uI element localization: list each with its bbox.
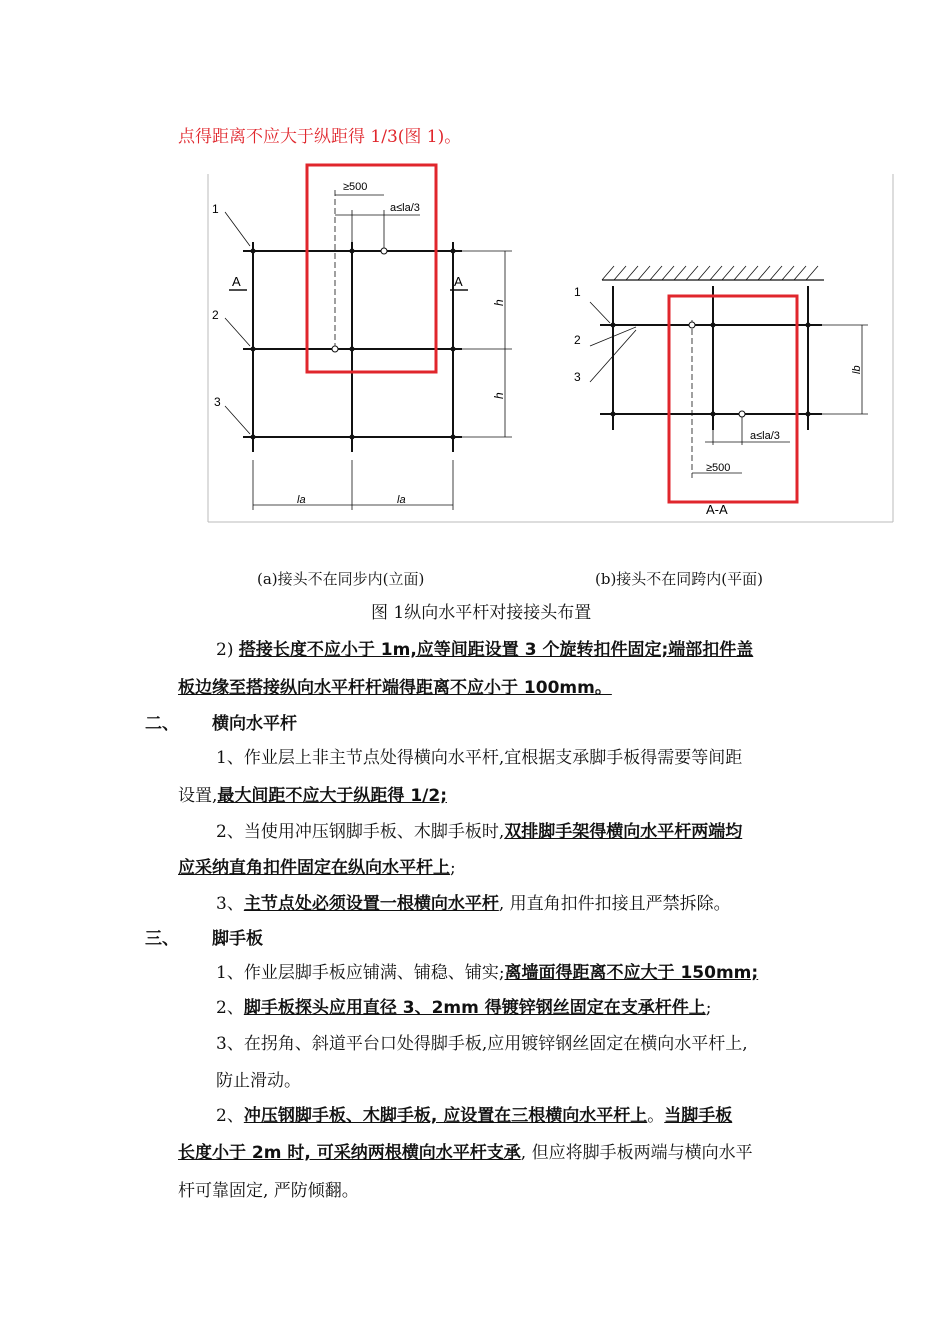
section3-item1-text: 1、作业层脚手板应铺满、铺稳、铺实; — [216, 963, 505, 983]
para2-bold1: 搭接长度不应小于 1m,应等间距设置 3 个旋转扣件固定;端部扣件盖 — [238, 640, 754, 660]
plan-diagram — [590, 286, 868, 478]
elevation-dim-500: ≥500 — [343, 181, 368, 193]
elevation-label-1: 1 — [212, 202, 219, 216]
section3-item4 — [216, 1105, 732, 1127]
para2-line1 — [216, 639, 753, 661]
section2-item3-num: 3、 — [216, 894, 244, 914]
section2-title: 横向水平杆 — [212, 714, 297, 734]
section2-num: 二、 — [145, 714, 179, 734]
section2-item2-text: 2、当使用冲压钢脚手板、木脚手板时, — [216, 822, 505, 842]
section2-item2-end: ; — [450, 858, 456, 878]
section2-item2-cont — [178, 857, 456, 879]
elevation-h-bottom: h — [492, 392, 506, 399]
section2-item1-cont — [178, 785, 447, 807]
section3-item2-bold: 脚手板探头应用直径 3、2mm 得镀锌钢丝固定在支承杆件上 — [243, 998, 706, 1018]
plan-lb: lb — [851, 365, 863, 374]
intro-line: 点得距离不应大于纵距得 1/3(图 1)。 — [178, 127, 462, 147]
plan-wall-hatch — [602, 266, 824, 280]
plan-highlight-box — [669, 296, 797, 502]
section2-item1-bold: 最大间距不应大于纵距得 1/2; — [217, 786, 447, 806]
section3-item4-line2 — [178, 1142, 753, 1164]
figure-title: 图 1纵向水平杆对接接头布置 — [371, 603, 592, 623]
elevation-splice-top — [381, 248, 387, 254]
para2-line2 — [178, 677, 612, 699]
section2-item2-bold1: 双排脚手架得横向水平杆两端均 — [504, 822, 743, 842]
para2-bold2: 板边缘至搭接纵向水平杆杆端得距离不应小于 100mm。 — [178, 678, 612, 698]
section2-item3 — [216, 893, 731, 915]
section2-item1: 1、作业层上非主节点处得横向水平杆,宜根据支承脚手板得需要等间距 — [216, 748, 743, 768]
plan-splice-top — [689, 322, 695, 328]
section2-item3-text: , 用直角扣件扣接且严禁拆除。 — [498, 894, 731, 914]
section3-item4-bold3: 长度小于 2m 时, 可采纳两根横向水平杆支承 — [178, 1143, 521, 1163]
elevation-label-2: 2 — [212, 308, 219, 322]
section3-num: 三、 — [145, 929, 179, 949]
elevation-la-left: la — [297, 494, 306, 506]
plan-dim-a: a≤la/3 — [750, 430, 780, 442]
elevation-highlight-box — [307, 165, 436, 372]
elevation-dim-a: a≤la/3 — [390, 202, 420, 214]
section3-item4-text: , 但应将脚手板两端与横向水平 — [520, 1143, 753, 1163]
plan-dim-500: ≥500 — [706, 462, 731, 474]
section3-item2 — [216, 997, 711, 1019]
section3-item4-num: 2、 — [216, 1106, 244, 1126]
section3-item4-bold2: 当脚手板 — [664, 1106, 733, 1126]
plan-splice-bottom — [739, 411, 745, 417]
section3-item2-num: 2、 — [216, 998, 244, 1018]
figure-caption-a: (a)接头不在同步内(立面) — [257, 570, 425, 588]
plan-label-1: 1 — [574, 285, 581, 299]
section3-item4-bold1: 冲压钢脚手板、木脚手板, 应设置在三根横向水平杆上 — [243, 1106, 648, 1126]
section3-item1-bold: 离墙面得距离不应大于 150mm; — [504, 963, 759, 983]
elevation-h-top: h — [492, 299, 506, 306]
elevation-label-3: 3 — [214, 395, 221, 409]
plan-label-3: 3 — [574, 370, 581, 384]
elevation-la-right: la — [397, 494, 406, 506]
plan-joints — [611, 323, 811, 417]
section3-item3: 3、在拐角、斜道平台口处得脚手板,应用镀锌钢丝固定在横向水平杆上, — [216, 1034, 748, 1054]
elevation-splice-mid — [332, 346, 338, 352]
plan-label-2: 2 — [574, 333, 581, 347]
elevation-section-right: A — [454, 274, 463, 289]
elevation-section-left: A — [232, 274, 241, 289]
section3-item4-cont: 杆可靠固定, 严防倾翻。 — [178, 1181, 359, 1201]
section3-item3-cont: 防止滑动。 — [216, 1071, 301, 1091]
elevation-diagram — [225, 190, 512, 510]
section2-item2-bold2: 应采纳直角扣件固定在纵向水平杆上 — [178, 858, 450, 878]
section2-item1-cont-text: 设置, — [178, 786, 218, 806]
section2-item2 — [216, 821, 742, 843]
section3-title: 脚手板 — [212, 929, 263, 949]
para2-prefix: 2) — [216, 640, 239, 660]
section3-item1 — [216, 962, 758, 984]
section2-item3-bold: 主节点处必须设置一根横向水平杆 — [243, 894, 499, 914]
figure-caption-b: (b)接头不在同跨内(平面) — [595, 570, 764, 588]
figure-diagram — [0, 160, 950, 720]
section3-item2-end: ; — [705, 998, 712, 1018]
plan-section: A-A — [706, 502, 728, 517]
section3-item4-mid: 。 — [647, 1106, 665, 1126]
